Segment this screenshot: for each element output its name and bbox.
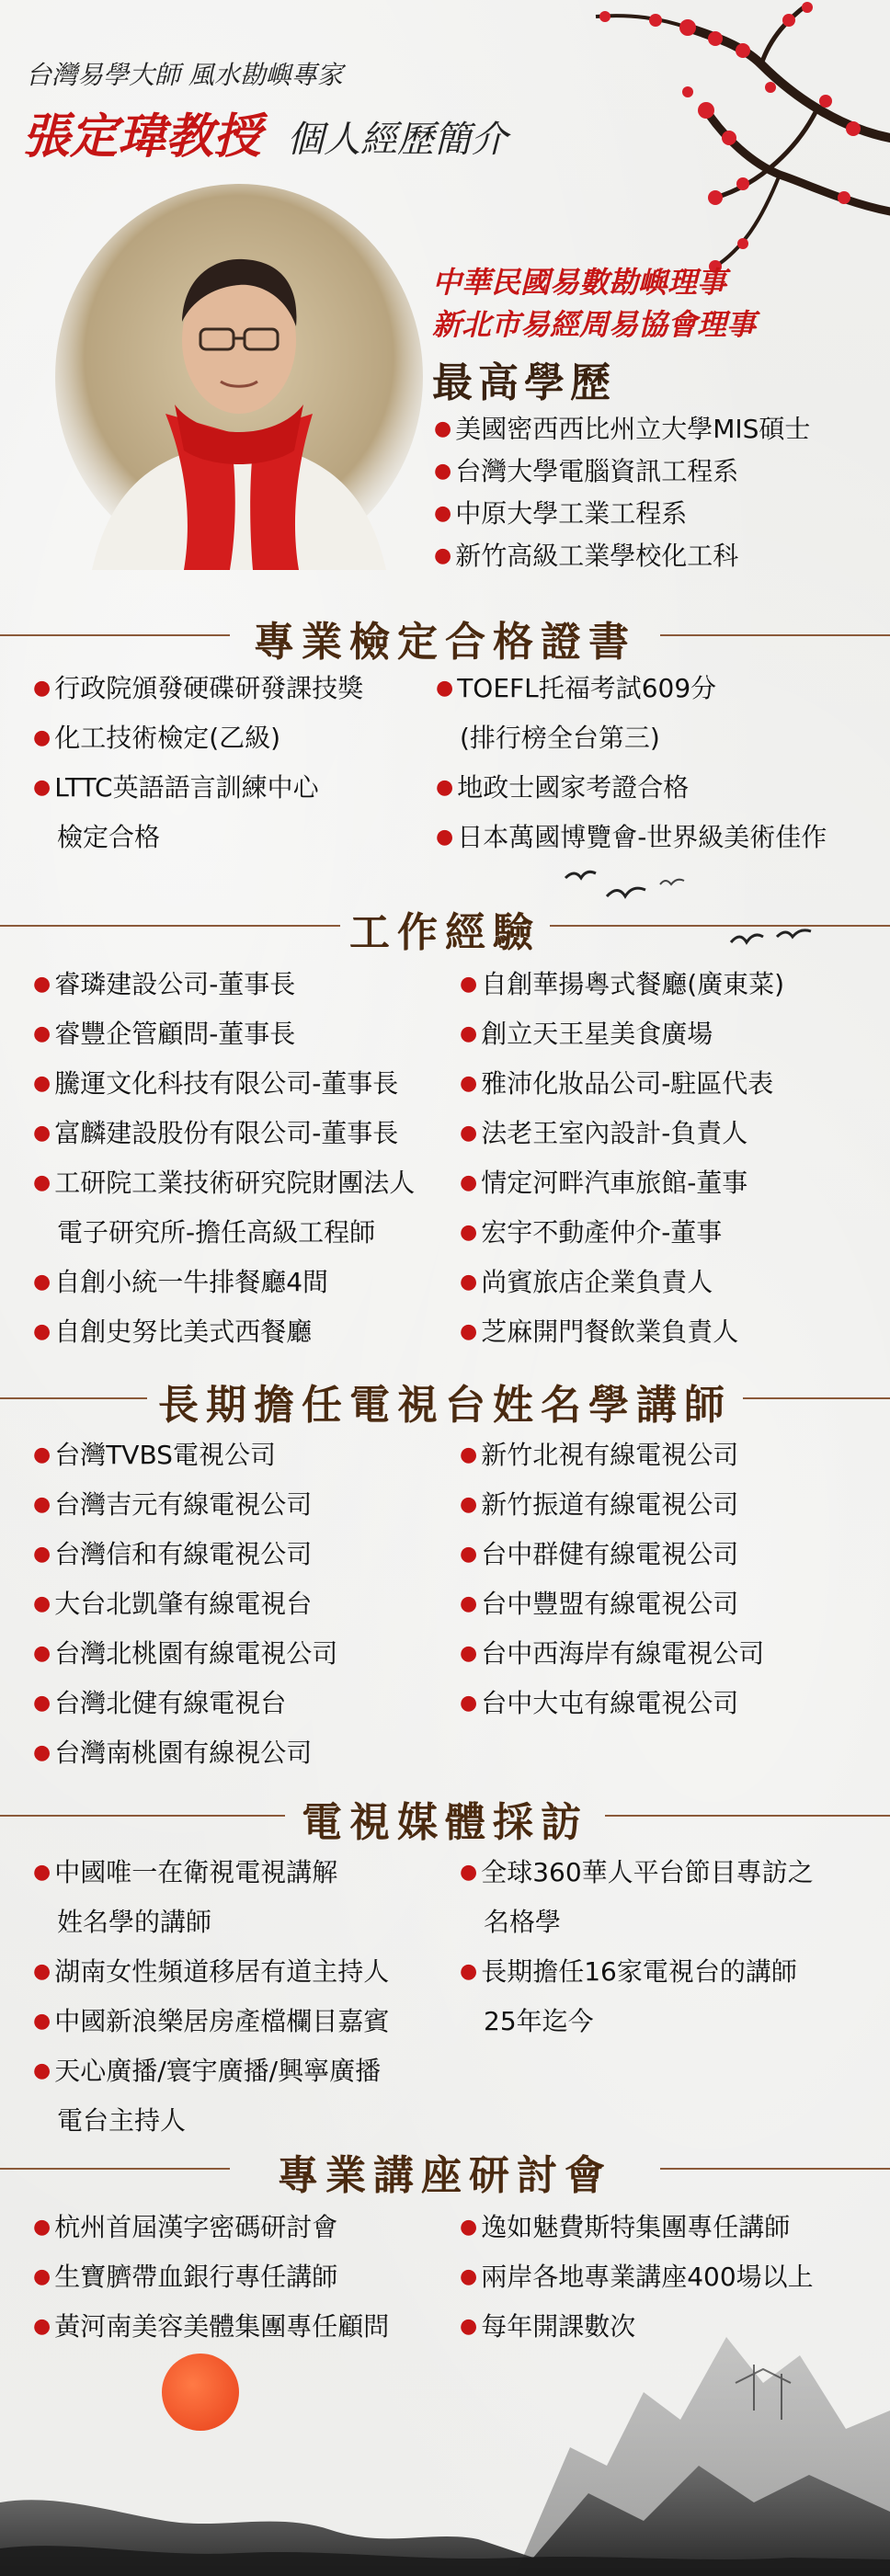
- list-item: ● 新竹高級工業學校化工科: [434, 535, 810, 577]
- list-item: ● 中國新浪樂居房產檔欄目嘉賓: [33, 1997, 389, 2046]
- list-item: ● 每年開課數次: [460, 2302, 814, 2352]
- section-header-media: [0, 1787, 890, 1846]
- title-line: 中華民國易數勘嶼理事: [432, 265, 727, 300]
- list-item: ● 工研院工業技術研究院財團法人: [33, 1158, 415, 1208]
- list-item: 電台主持人: [57, 2105, 187, 2136]
- media-right: [460, 1848, 814, 2046]
- list-item: ● 台灣北桃園有線電視公司: [33, 1629, 337, 1679]
- list-item: ● 美國密西西比州立大學MIS碩士: [434, 408, 810, 450]
- section-header-work: [0, 897, 890, 956]
- media-left: [33, 1848, 389, 2146]
- list-item: ● 台灣吉元有線電視公司: [33, 1480, 337, 1530]
- list-item: ● 台中西海岸有線電視公司: [460, 1629, 764, 1679]
- section-title: 工作經驗: [349, 909, 541, 956]
- certs-right: [436, 664, 827, 862]
- list-item: ● 台灣信和有線電視公司: [33, 1530, 337, 1579]
- list-item: ● 富麟建設股份有限公司-董事長: [33, 1109, 415, 1158]
- honorary-titles: [432, 261, 756, 346]
- list-item: 名格學: [484, 1907, 562, 1937]
- list-item: ● 法老王室內設計-負責人: [460, 1109, 784, 1158]
- list-item: ● 生寶臍帶血銀行專任講師: [33, 2252, 389, 2302]
- list-item: ● 中原大學工業工程系: [434, 493, 810, 535]
- ink-mountains: [0, 2282, 890, 2576]
- list-item: ● 天心廣播/寰宇廣播/興寧廣播: [33, 2046, 389, 2096]
- section-title: 電視媒體採訪: [302, 1799, 588, 1846]
- list-item: ● 自創華揚粵式餐廳(廣東菜): [460, 960, 784, 1009]
- list-item: ● 睿璘建設公司-董事長: [33, 960, 415, 1009]
- list-item: ● 地政士國家考證合格: [436, 763, 827, 813]
- education-list: [434, 408, 810, 577]
- list-item: ● 化工技術檢定(乙級): [33, 713, 363, 763]
- list-item: ● 行政院頒發硬碟研發課技獎: [33, 664, 363, 713]
- list-item: ● 杭州首屆漢字密碼研討會: [33, 2203, 389, 2252]
- list-item: ● 台灣北健有線電視台: [33, 1679, 337, 1728]
- work-left: [33, 960, 415, 1357]
- education-heading: 最高學歷: [432, 359, 616, 406]
- list-item: ● LTTC英語語言訓練中心: [33, 763, 363, 813]
- list-item: ● 台灣大學電腦資訊工程系: [434, 450, 810, 493]
- person-name: 張定瑋教授: [22, 108, 262, 165]
- list-item: 檢定合格: [57, 822, 161, 852]
- list-item: ● 自創小統一牛排餐廳4間: [33, 1258, 415, 1307]
- list-item: ● 新竹振道有線電視公司: [460, 1480, 764, 1530]
- list-item: ● 逸如魅費斯特集團專任講師: [460, 2203, 814, 2252]
- title-line: 新北市易經周易協會理事: [432, 307, 757, 342]
- list-item: ● 湖南女性頻道移居有道主持人: [33, 1947, 389, 1997]
- list-item: ● 創立天王星美食廣場: [460, 1009, 784, 1059]
- list-item: ● 台灣TVBS電視公司: [33, 1430, 337, 1480]
- section-title: 長期擔任電視台姓名學講師: [158, 1382, 732, 1429]
- list-item: ● 宏宇不動產仲介-董事: [460, 1208, 784, 1258]
- section-header-certs: [0, 607, 890, 666]
- list-item: ● 長期擔任16家電視台的講師: [460, 1947, 814, 1997]
- list-item: ● 情定河畔汽車旅館-董事: [460, 1158, 784, 1208]
- portrait-photo: [55, 184, 423, 570]
- tv-teacher-left: [33, 1430, 337, 1778]
- list-item: ● 兩岸各地專業講座400場以上: [460, 2252, 814, 2302]
- list-item: ● 台中豐盟有線電視公司: [460, 1579, 764, 1629]
- page-title: 個人經歷簡介: [287, 119, 508, 161]
- section-header-tv-teacher: [0, 1370, 890, 1429]
- list-item: ● 日本萬國博覽會-世界級美術佳作: [436, 813, 827, 862]
- list-item: ● 台中大屯有線電視公司: [460, 1679, 764, 1728]
- list-item: 姓名學的講師: [57, 1907, 212, 1937]
- list-item: ● 騰運文化科技有限公司-董事長: [33, 1059, 415, 1109]
- list-item: ● 黃河南美容美體集團專任顧問: [33, 2302, 389, 2352]
- list-item: ● 睿豐企管顧問-董事長: [33, 1009, 415, 1059]
- list-item: ● 自創史努比美式西餐廳: [33, 1307, 415, 1357]
- list-item: ● TOEFL托福考試609分: [436, 664, 827, 713]
- certs-left: [33, 664, 363, 862]
- section-title: 專業檢定合格證書: [254, 619, 636, 666]
- list-item: ● 全球360華人平台節目專訪之: [460, 1848, 814, 1898]
- list-item: ● 芝麻開門餐飲業負責人: [460, 1307, 784, 1357]
- list-item: 電子研究所-擔任高級工程師: [57, 1217, 376, 1248]
- list-item: ● 尚賓旅店企業負責人: [460, 1258, 784, 1307]
- list-item: ● 雅沛化妝品公司-駐區代表: [460, 1059, 784, 1109]
- list-item: 25年迄今: [484, 2006, 594, 2036]
- section-title: 專業講座研討會: [278, 2152, 612, 2199]
- list-item: ● 中國唯一在衛視電視講解: [33, 1848, 389, 1898]
- work-right: [460, 960, 784, 1357]
- list-item: ● 大台北凱肇有線電視台: [33, 1579, 337, 1629]
- list-item: ● 台中群健有線電視公司: [460, 1530, 764, 1579]
- list-item: ● 台灣南桃園有線視公司: [33, 1728, 337, 1778]
- tv-teacher-right: [460, 1430, 764, 1728]
- list-item: (排行榜全台第三): [460, 723, 660, 753]
- section-header-seminar: [0, 2140, 890, 2199]
- list-item: ● 新竹北視有線電視公司: [460, 1430, 764, 1480]
- subtitle: 台灣易學大師 風水勘嶼專家: [26, 60, 343, 90]
